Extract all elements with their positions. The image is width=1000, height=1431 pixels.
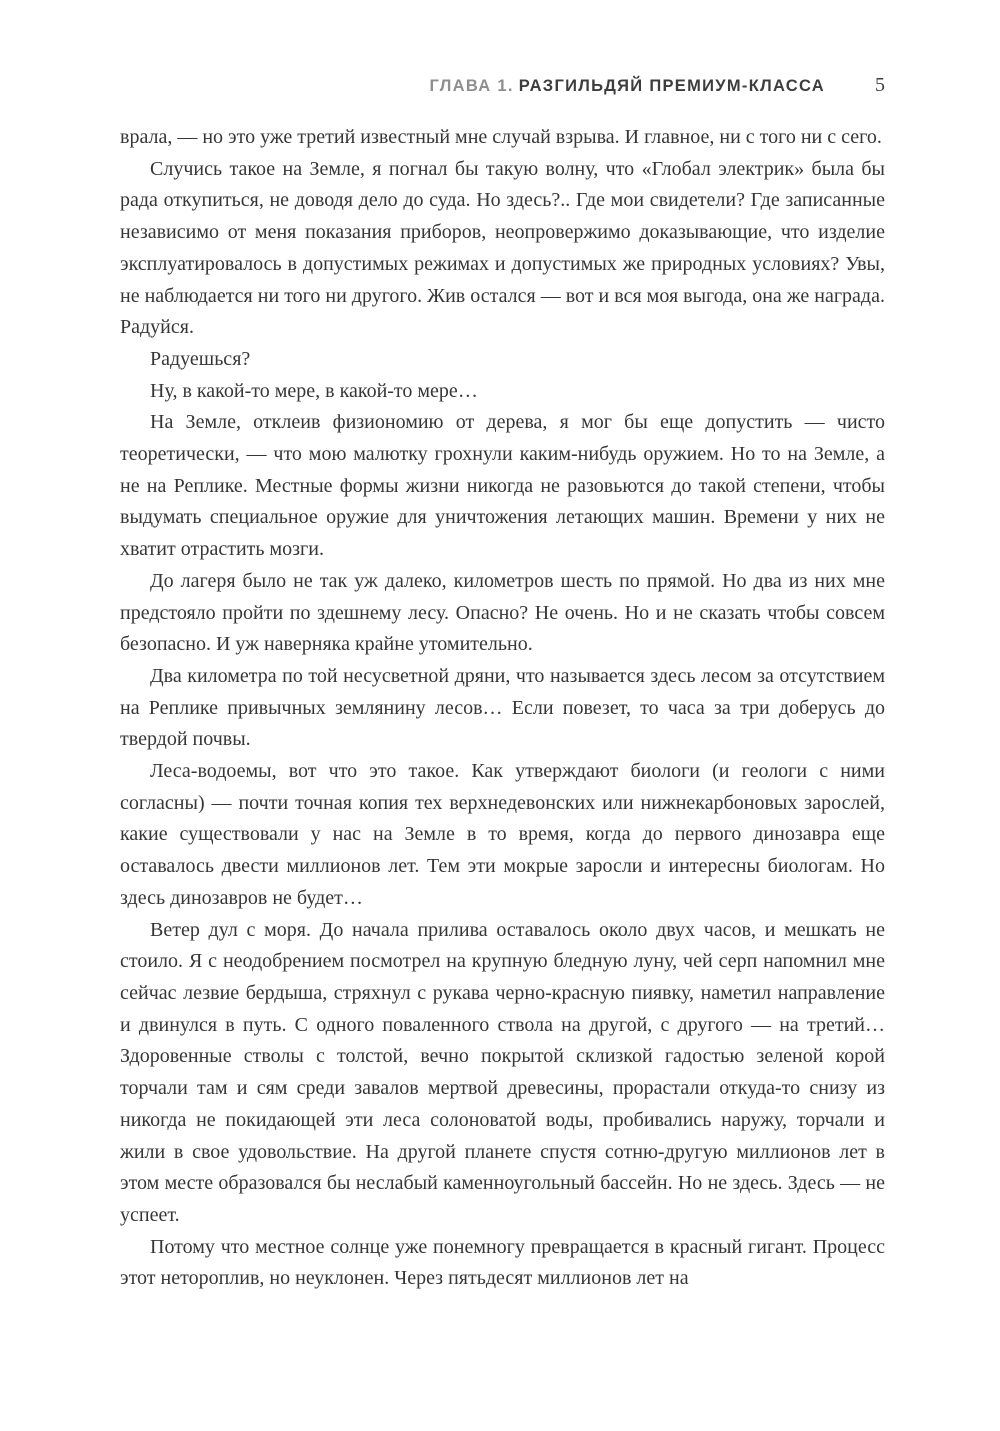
page-number: 5 — [875, 74, 885, 96]
page-header — [120, 74, 885, 97]
paragraph: Радуешься? — [150, 347, 251, 370]
page-body — [120, 122, 885, 1295]
paragraph: Ну, в какой-то мере, в какой-то мере… — [150, 379, 478, 402]
paragraph: Два километра по той несусветной дряни, что называется здесь лесом за отсутствием на Реплике привычных землянину лесов… Если повезет, то часа за три доберусь до твердой почвы. — [120, 664, 885, 751]
chapter-title: РАЗГИЛЬДЯЙ ПРЕМИУМ-КЛАССА — [518, 77, 825, 95]
paragraph: Случись такое на Земле, я погнал бы такую волну, что «Глобал электрик» была бы рада откупиться, не доводя дело до суда. Но здесь?.. Где мои свидетели? Где записанные независимо от меня показания приборов, неопровержимо доказывающие, что изделие эксплуатировалось в допустимых режимах и допустимых же природных условиях? Увы, не наблюдается ни того ни другого. Жив остался — вот и вся моя выгода, она же награда. Радуйся. — [120, 157, 885, 339]
paragraph: врала, — но это уже третий известный мне случай взрыва. И главное, ни с того ни с сего. — [120, 126, 882, 148]
paragraph: Потому что местное солнце уже понемногу превращается в красный гигант. Процесс этот нетороплив, но неуклонен. Через пятьдесят миллионов лет на — [120, 1235, 885, 1290]
paragraph: Ветер дул с моря. До начала прилива оставалось около двух часов, и мешкать не стоило. Я с неодобрением посмотрел на крупную бледную луну, чей серп напомнил мне сейчас лезвие бердыша, стряхнул с рукава черно-красную пиявку, наметил направление и двинулся в путь. С одного поваленного ствола на другой, с другого — на третий… Здоровенные стволы с толстой, вечно покрытой склизкой гадостью зеленой корой торчали там и сям среди завалов мертвой древесины, прорастали откуда-то снизу из никогда не покидающей эти леса солоноватой воды, пробивались наружу, торчали и жили в свое удовольствие. На другой планете спустя сотню-другую миллионов лет в этом месте образовался бы неслабый каменноугольный бассейн. Но не здесь. Здесь — не успеет. — [120, 918, 885, 1226]
paragraph: На Земле, отклеив физиономию от дерева, я мог бы еще допустить — чисто теоретически, — что мою малютку грохнули каким-нибудь оружием. Но то на Земле, а не на Реплике. Местные формы жизни никогда не разовьются до такой степени, чтобы выдумать специальное оружие для уничтожения летающих машин. Времени у них не хватит отрастить мозги. — [120, 411, 885, 561]
chapter-label: ГЛАВА 1. — [429, 77, 514, 95]
paragraph: До лагеря было не так уж далеко, километров шесть по прямой. Но два из них мне предстояло пройти по здешнему лесу. Опасно? Не очень. Но и не сказать чтобы совсем безопасно. И уж наверняка крайне утомительно. — [120, 569, 885, 656]
running-head-text — [430, 77, 825, 96]
paragraph: Леса-водоемы, вот что это такое. Как утверждают биологи (и геологи с ними согласны) — почти точная копия тех верхнедевонских или нижнекарбоновых зарослей, какие существовали у нас на Земле в то время, когда до первого динозавра еще оставалось двести миллионов лет. Тем эти мокрые заросли и интересны биологам. Но здесь динозавров не будет… — [120, 760, 885, 909]
